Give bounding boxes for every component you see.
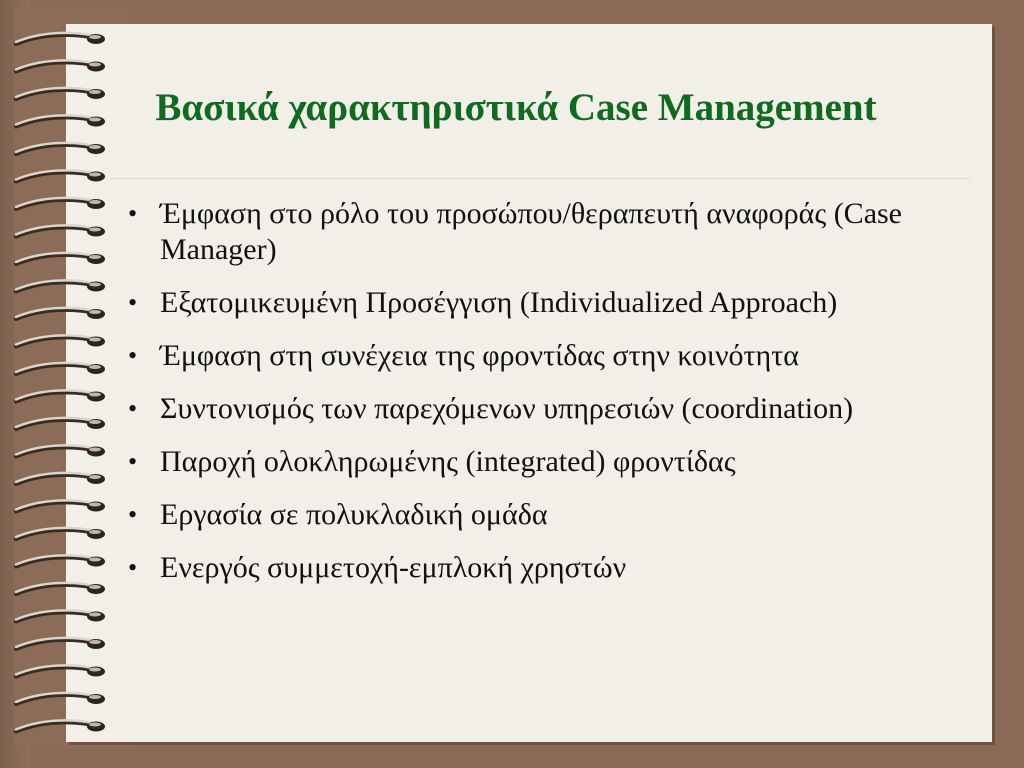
bullet-item bbox=[128, 285, 978, 321]
bullet-item bbox=[128, 338, 978, 374]
bullet-marker: • bbox=[128, 394, 138, 423]
bullet-item bbox=[128, 391, 978, 427]
bullet-item bbox=[128, 196, 978, 268]
slide-title: Βασικά χαρακτηριστικά Case Management bbox=[155, 86, 877, 129]
bullet-text: Συντονισμός των παρεχόμενων υπηρεσιών (coordination) bbox=[160, 392, 854, 425]
bullet-marker: • bbox=[128, 341, 138, 370]
bullet-text: Παροχή ολοκληρωμένης (integrated) φροντίδας bbox=[160, 445, 736, 478]
bullet-text: Εξατομικευμένη Προσέγγιση (Individualized Approach) bbox=[160, 286, 838, 319]
bullet-list bbox=[128, 196, 978, 603]
bullet-item bbox=[128, 550, 978, 586]
bullet-text: Έμφαση στο ρόλο του προσώπου/θεραπευτή αναφοράς (Case Manager) bbox=[160, 197, 903, 266]
bullet-item bbox=[128, 444, 978, 480]
bullet-text: Ενεργός συμμετοχή-εμπλοκή χρηστών bbox=[160, 551, 627, 584]
title-divider bbox=[110, 178, 970, 179]
bullet-marker: • bbox=[128, 500, 138, 529]
bullet-marker: • bbox=[128, 199, 138, 228]
bullet-marker: • bbox=[128, 288, 138, 317]
bullet-text: Εργασία σε πολυκλαδική ομάδα bbox=[160, 498, 548, 531]
bullet-item bbox=[128, 497, 978, 533]
bullet-marker: • bbox=[128, 447, 138, 476]
bullet-text: Έμφαση στη συνέχεια της φροντίδας στην κοινότητα bbox=[160, 339, 800, 372]
bullet-marker: • bbox=[128, 553, 138, 582]
